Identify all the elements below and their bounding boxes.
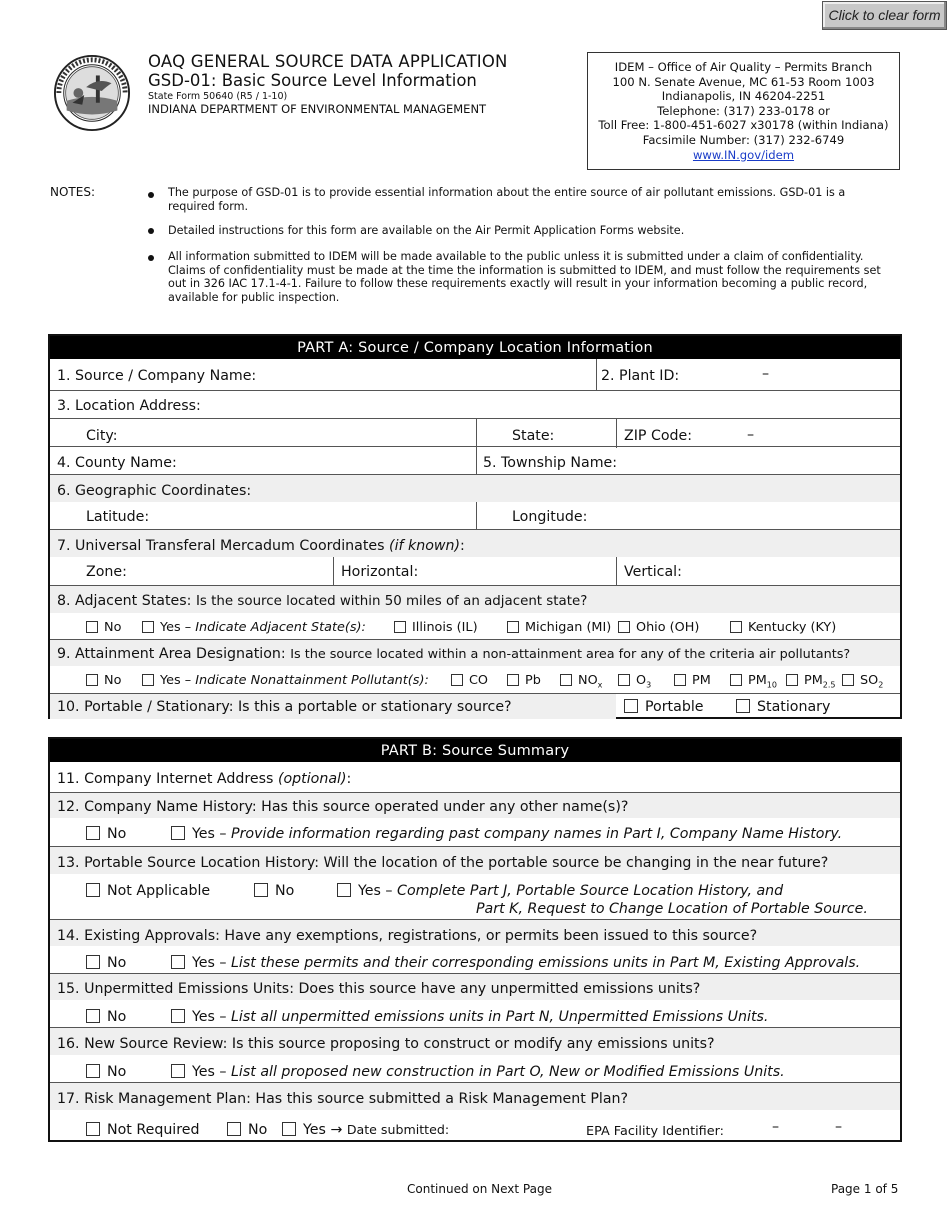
row-q12-options [50,818,900,846]
checkbox[interactable] [674,674,686,686]
longitude-label: Longitude: [512,509,588,525]
checkbox[interactable] [842,674,854,686]
township-name-label: 5. Township Name: [483,455,618,471]
pollutant-pm10-option[interactable]: $PM_{10}$ [730,673,777,690]
contact-box [587,52,900,170]
checkbox[interactable] [86,826,100,840]
row-latlong [50,502,900,529]
checkbox[interactable] [171,955,185,969]
checkbox[interactable] [282,1122,296,1136]
name-history-no-option[interactable]: No [86,826,126,842]
checkbox[interactable] [786,674,798,686]
checkbox[interactable] [560,674,572,686]
form-subtitle: GSD-01: Basic Source Level Information [148,71,477,90]
note-bullet [148,192,154,198]
contact-address: 100 N. Senate Avenue, MC 61-53 Room 1003 [612,74,875,89]
checkbox[interactable] [736,699,750,713]
checkbox[interactable] [730,621,742,633]
checkbox[interactable] [227,1122,241,1136]
new-source-yes-option[interactable]: Yes – List all proposed new construction in Part O, New or Modified Emissions Units. [171,1064,785,1080]
pollutant-co-option[interactable]: CO [451,673,488,688]
latitude-label: Latitude: [86,509,150,525]
rmp-not-required-option[interactable]: Not Required [86,1122,200,1138]
page-number: Page 1 of 5 [831,1182,899,1196]
checkbox[interactable] [624,699,638,713]
row-q11 [50,762,900,792]
unpermitted-units-label: 15. Unpermitted Emissions Units: Does this source have any unpermitted emissions units? [57,981,701,997]
city-label: City: [86,428,118,444]
note-item: Detailed instructions for this form are available on the Air Permit Application Forms website. [168,224,685,237]
geographic-coordinates-label: 6. Geographic Coordinates: [57,483,252,499]
checkbox[interactable] [394,621,406,633]
row-q14-options [50,946,900,973]
part-b-heading: PART B: Source Summary [50,739,900,762]
checkbox[interactable] [86,1009,100,1023]
checkbox[interactable] [337,883,351,897]
rmp-yes-option[interactable]: Yes → Date submitted: [282,1122,449,1138]
unpermitted-no-option[interactable]: No [86,1009,126,1025]
county-name-label: 4. County Name: [57,455,177,471]
checkbox[interactable] [254,883,268,897]
checkbox[interactable] [618,674,630,686]
location-history-no-option[interactable]: No [254,883,294,899]
row-q7 [50,529,900,557]
checkbox[interactable] [171,826,185,840]
row-q15-options [50,1000,900,1027]
part-a-section [48,334,902,719]
checkbox[interactable] [730,674,742,686]
company-name-history-label: 12. Company Name History: Has this source operated under any other name(s)? [57,799,629,815]
part-b-section [48,737,902,1142]
row-utm [50,557,900,585]
pollutant-so2-option[interactable]: $SO_2$ [842,673,883,690]
continued-next-page: Continued on Next Page [407,1182,552,1196]
pollutant-pb-option[interactable]: Pb [507,673,541,688]
checkbox[interactable] [86,674,98,686]
source-company-name-label: 1. Source / Company Name: [57,368,257,384]
note-bullet [148,228,154,234]
row-q8 [50,585,900,613]
form-title: OAQ GENERAL SOURCE DATA APPLICATION [148,52,508,71]
row-q3 [50,390,900,419]
location-history-na-option[interactable]: Not Applicable [86,883,210,899]
pollutant-pm25-option[interactable]: $PM_{2.5}$ [786,673,836,690]
checkbox[interactable] [507,674,519,686]
contact-city: Indianapolis, IN 46204-2251 [661,89,826,104]
checkbox[interactable] [507,621,519,633]
row-q17 [50,1082,900,1110]
checkbox[interactable] [142,621,154,633]
checkbox[interactable] [86,955,100,969]
state-kentucky-option[interactable]: Kentucky (KY) [730,620,836,635]
row-q14 [50,919,900,946]
checkbox[interactable] [86,1064,100,1078]
approvals-no-option[interactable]: No [86,955,126,971]
checkbox[interactable] [86,621,98,633]
checkbox[interactable] [171,1009,185,1023]
checkbox[interactable] [451,674,463,686]
row-city [50,418,900,447]
risk-management-plan-label: 17. Risk Management Plan: Has this source submitted a Risk Management Plan? [57,1091,629,1107]
indiana-state-seal-icon [53,54,131,132]
row-q16 [50,1027,900,1055]
location-history-yes-option[interactable]: Yes – Complete Part J, Portable Source Location History, and [337,883,783,899]
existing-approvals-label: 14. Existing Approvals: Have any exemptions, registrations, or permits been issued to this source? [57,928,758,944]
contact-telephone: Telephone: (317) 233-0178 or [657,103,830,118]
rmp-no-option[interactable]: No [227,1122,267,1138]
state-form-number: State Form 50640 (R5 / 1-10) [148,91,288,102]
row-q9 [50,639,900,666]
row-q16-options [50,1055,900,1082]
row-q15 [50,973,900,1000]
row-q13-options [50,874,900,919]
row-q9-options [50,666,900,693]
pollutant-o3-option[interactable]: $O_3$ [618,673,651,690]
checkbox[interactable] [86,883,100,897]
row-q6 [50,474,900,502]
internet-address-label: 11. Company Internet Address (optional): [57,771,352,787]
zone-label: Zone: [86,564,127,580]
checkbox[interactable] [171,1064,185,1078]
plant-id-dash: – [762,366,770,382]
row-q8-options [50,613,900,639]
checkbox[interactable] [618,621,630,633]
vertical-label: Vertical: [624,564,682,580]
pollutant-pm-option[interactable]: PM [674,673,711,688]
note-bullet [148,255,154,261]
row-q13 [50,846,900,874]
idem-website-link[interactable]: www.IN.gov/idem [692,147,795,162]
epa-facility-identifier-label: EPA Facility Identifier: [586,1124,724,1139]
location-address-label: 3. Location Address: [57,398,201,414]
plant-id-label: 2. Plant ID: [601,368,680,384]
epa-id-dash: – [772,1119,780,1135]
pollutant-nox-option[interactable]: $NO_x$ [560,673,602,690]
adjacent-states-label: 8. Adjacent States: Is the source located within 50 miles of an adjacent state? [57,593,588,609]
adjacent-no-option[interactable]: No [86,620,121,635]
zip-code-label: ZIP Code: [624,428,693,444]
name-history-yes-option[interactable]: Yes – Provide information regarding past company names in Part I, Company Name History. [171,826,842,842]
contact-office: IDEM – Office of Air Quality – Permits Branch [614,60,873,74]
checkbox[interactable] [86,1122,100,1136]
new-source-review-label: 16. New Source Review: Is this source proposing to construct or modify any emissions units? [57,1036,715,1052]
row-q10 [50,693,900,719]
horizontal-label: Horizontal: [341,564,419,580]
part-a-heading: PART A: Source / Company Location Information [50,336,900,359]
utm-coordinates-label: 7. Universal Transferal Mercadum Coordinates (if known): [57,538,465,554]
state-illinois-option[interactable]: Illinois (IL) [394,620,478,635]
attainment-no-option[interactable]: No [86,673,121,688]
contact-fax: Facsimile Number: (317) 232-6749 [642,132,845,147]
row-q12 [50,792,900,818]
epa-id-dash: – [835,1119,843,1135]
clear-form-button[interactable]: Click to clear form [822,1,947,30]
portable-stationary-label: 10. Portable / Stationary: Is this a portable or stationary source? [57,699,512,715]
note-item: All information submitted to IDEM will be made available to the public unless it is submitted under a claim of confidentiality. Claims of confidentiality must be made at the time the information is submitted to IDEM, and must follow the requirements set out in 326 IAC 17.1-4-1. Failure to follow these requirements exactly will result in your information becoming a public record, available for public inspection. [168,250,881,304]
date-submitted-label: Date submitted: [346,1122,450,1137]
portable-location-history-label: 13. Portable Source Location History: Will the location of the portable source be changing in the near future? [57,855,829,871]
unpermitted-yes-option[interactable]: Yes – List all unpermitted emissions units in Part N, Unpermitted Emissions Units. [171,1009,768,1025]
checkbox[interactable] [142,674,154,686]
attainment-area-label: 9. Attainment Area Designation: Is the source located within a non-attainment area for any of the criteria air pollutants? [57,646,851,662]
adjacent-yes-option[interactable]: Yes – Indicate Adjacent State(s): [142,620,366,635]
state-michigan-option[interactable]: Michigan (MI) [507,620,611,635]
new-source-no-option[interactable]: No [86,1064,126,1080]
row-q4 [50,446,900,475]
agency-name: INDIANA DEPARTMENT OF ENVIRONMENTAL MANAGEMENT [148,102,487,116]
state-label: State: [512,428,555,444]
stationary-option[interactable]: Stationary [736,699,830,715]
state-ohio-option[interactable]: Ohio (OH) [618,620,699,635]
portable-option[interactable]: Portable [624,699,704,715]
note-item: The purpose of GSD-01 is to provide essential information about the entire source of air pollutant emissions. GSD-01 is a required form. [168,186,846,213]
arrow-right-icon: → [330,1122,343,1138]
row-q17-options [50,1110,900,1140]
zip-code-dash: – [747,427,755,443]
contact-toll-free: Toll Free: 1-800-451-6027 x30178 (within Indiana) [598,118,889,133]
approvals-yes-option[interactable]: Yes – List these permits and their corresponding emissions units in Part M, Existing Approvals. [171,955,860,971]
notes-label: NOTES: [50,185,95,199]
location-history-yes-note: Part K, Request to Change Location of Portable Source. [476,901,868,917]
row-q1 [50,359,900,390]
attainment-yes-option[interactable]: Yes – Indicate Nonattainment Pollutant(s): [142,673,429,688]
